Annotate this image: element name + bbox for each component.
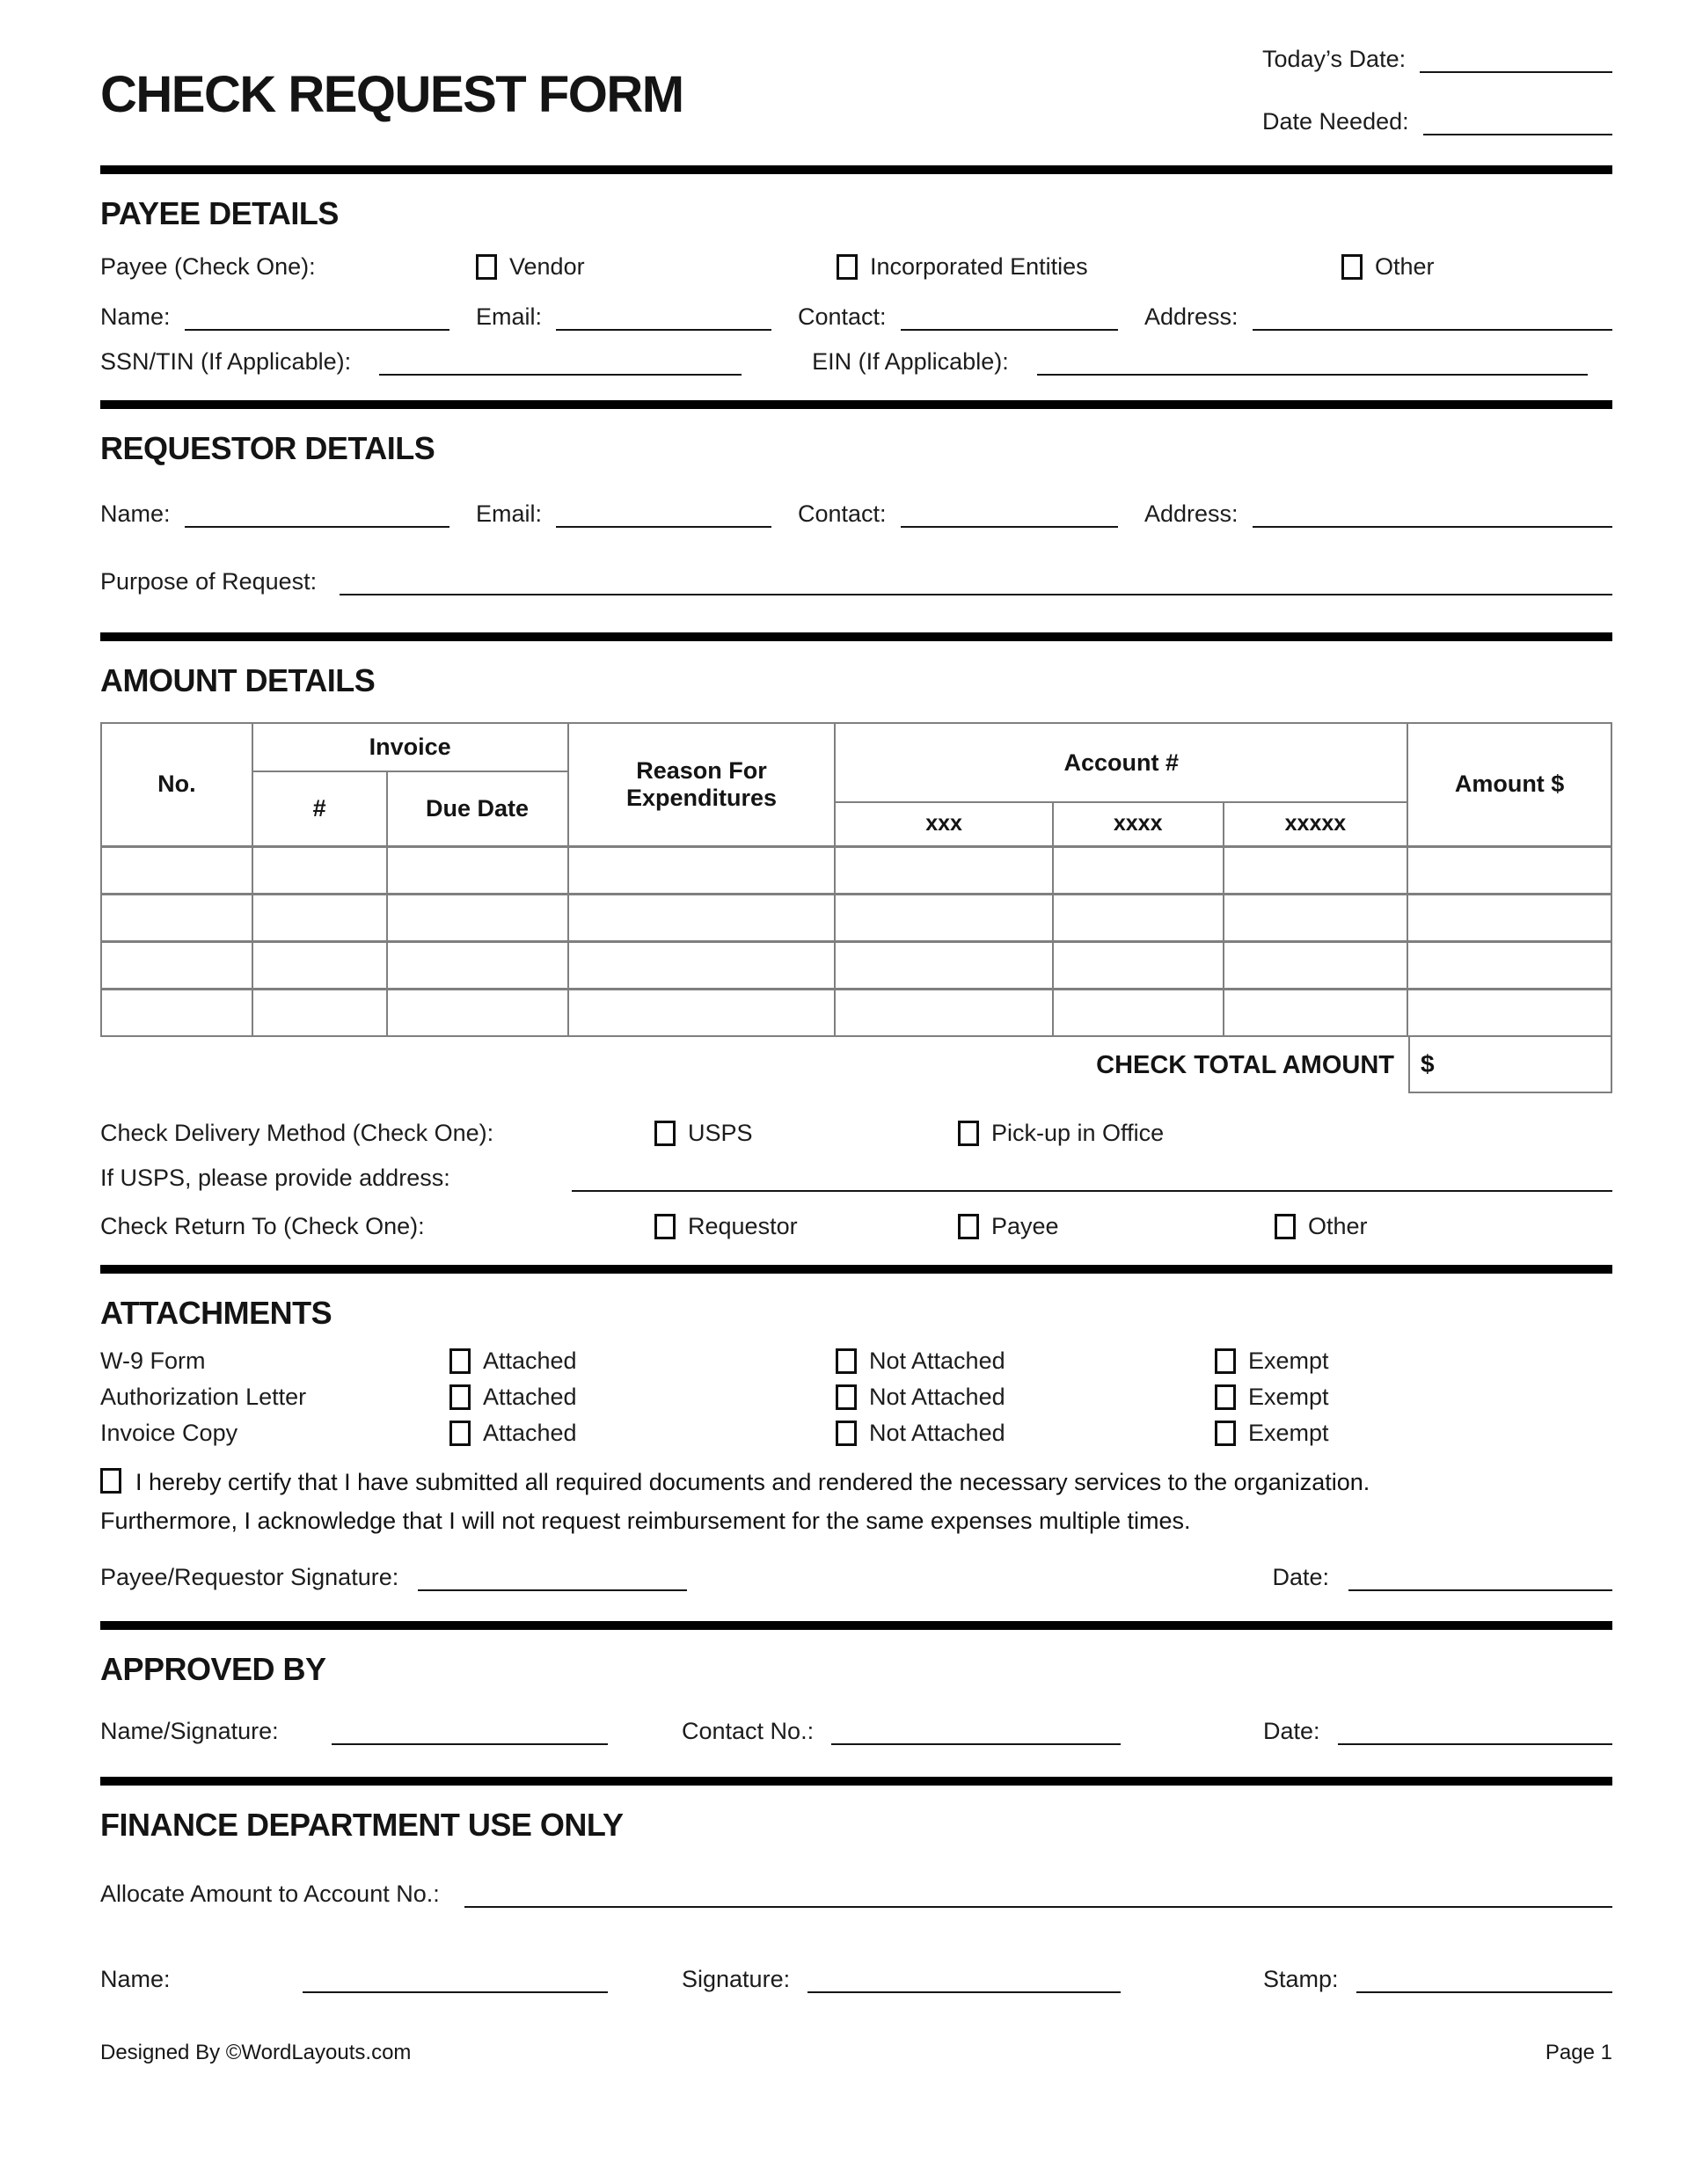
allocate-amount-field[interactable] (464, 1881, 1612, 1908)
date-needed-field[interactable] (1423, 109, 1612, 135)
section-divider (100, 165, 1612, 174)
auth-not-attached-checkbox[interactable] (836, 1384, 857, 1410)
amount-table-cell[interactable] (101, 846, 252, 894)
payee-section-heading: PAYEE DETAILS (100, 195, 339, 231)
amount-table-cell[interactable] (568, 989, 836, 1036)
payee-tax-row (100, 348, 1612, 376)
approved-name-signature-field[interactable] (332, 1719, 608, 1745)
usps-checkbox[interactable] (654, 1121, 676, 1146)
w9-attached-checkbox[interactable] (449, 1348, 471, 1374)
invoice-exempt-checkbox[interactable] (1215, 1421, 1236, 1446)
invoice-attached-checkbox[interactable] (449, 1421, 471, 1446)
pickup-in-office-label: Pick-up in Office (991, 1120, 1165, 1146)
payee-vendor-label: Vendor (509, 253, 585, 280)
payee-contact-label: Contact: (798, 303, 887, 330)
certification-text-line1: I hereby certify that I have submitted all required documents and rendered the necessary services to the organization. (135, 1469, 1370, 1495)
check-return-row (100, 1213, 1612, 1240)
payee-incorporated-entities-label: Incorporated Entities (870, 253, 1088, 280)
section-divider (100, 1777, 1612, 1786)
return-other-label: Other (1308, 1213, 1368, 1239)
invoice-attached-label: Attached (483, 1420, 577, 1446)
amount-table-cell[interactable] (1053, 894, 1224, 941)
finance-signature-field[interactable] (807, 1967, 1121, 1993)
amount-table-cell[interactable] (568, 846, 836, 894)
ein-label: EIN (If Applicable): (812, 348, 1009, 375)
return-requestor-label: Requestor (688, 1213, 798, 1239)
col-header-account-xxx: xxx (835, 802, 1052, 846)
page-number: Page 1 (1545, 2040, 1612, 2064)
approved-contact-no-label: Contact No.: (682, 1717, 815, 1744)
amount-table-cell[interactable] (1407, 989, 1611, 1036)
amount-table-cell[interactable] (101, 989, 252, 1036)
amount-table-row (101, 989, 1611, 1036)
check-return-label: Check Return To (Check One): (100, 1213, 425, 1239)
amount-table-row (101, 894, 1611, 941)
amount-table-cell[interactable] (387, 894, 568, 941)
amount-table-cell[interactable] (1224, 894, 1407, 941)
w9-exempt-checkbox[interactable] (1215, 1348, 1236, 1374)
auth-attached-label: Attached (483, 1384, 577, 1410)
date-needed-label: Date Needed: (1262, 108, 1409, 135)
amount-table-cell[interactable] (835, 941, 1052, 989)
payee-other-checkbox[interactable] (1341, 254, 1363, 280)
payee-fields-row (100, 303, 1612, 331)
col-header-reason: Reason For Expenditures (568, 723, 836, 846)
finance-signature-label: Signature: (682, 1965, 791, 1992)
check-total-row (100, 1037, 1612, 1093)
page-footer (100, 2041, 1612, 2065)
usps-address-row (100, 1165, 1612, 1192)
payee-name-label: Name: (100, 303, 171, 330)
approved-section-heading: APPROVED BY (100, 1650, 326, 1687)
amount-table-row (101, 941, 1611, 989)
col-header-due-date: Due Date (387, 771, 568, 846)
w9-form-label: W-9 Form (100, 1348, 206, 1374)
requestor-name-field[interactable] (185, 501, 449, 528)
finance-name-label: Name: (100, 1965, 171, 1992)
w9-exempt-label: Exempt (1248, 1348, 1329, 1374)
amount-table-cell[interactable] (1224, 989, 1407, 1036)
approved-date-field[interactable] (1338, 1719, 1612, 1745)
approved-date-label: Date: (1263, 1717, 1320, 1744)
purpose-row (100, 568, 1612, 595)
requestor-fields-row (100, 500, 1612, 528)
approved-name-signature-label: Name/Signature: (100, 1717, 279, 1744)
payee-email-label: Email: (476, 303, 543, 330)
w9-not-attached-checkbox[interactable] (836, 1348, 857, 1374)
authorization-letter-row (100, 1384, 1612, 1411)
requestor-contact-field[interactable] (901, 501, 1118, 528)
certification-text-line2: Furthermore, I acknowledge that I will not request reimbursement for the same expenses multiple times. (100, 1508, 1191, 1535)
purpose-field[interactable] (340, 569, 1612, 595)
amount-table-cell[interactable] (1053, 989, 1224, 1036)
pickup-in-office-checkbox[interactable] (958, 1121, 979, 1146)
usps-address-field[interactable] (572, 1165, 1612, 1192)
finance-section-heading: FINANCE DEPARTMENT USE ONLY (100, 1806, 624, 1843)
signature-row (100, 1564, 1612, 1591)
auth-exempt-checkbox[interactable] (1215, 1384, 1236, 1410)
requestor-email-label: Email: (476, 500, 543, 527)
col-header-invoice-number: # (252, 771, 387, 846)
header (100, 42, 1612, 135)
check-total-amount-field[interactable] (1408, 1037, 1612, 1093)
w9-form-row (100, 1348, 1612, 1375)
ein-field[interactable] (1037, 349, 1588, 376)
amount-table-cell[interactable] (1407, 846, 1611, 894)
requestor-address-field[interactable] (1253, 501, 1612, 528)
amount-table-cell[interactable] (835, 894, 1052, 941)
amount-table-cell[interactable] (387, 941, 568, 989)
ssn-tin-label: SSN/TIN (If Applicable): (100, 348, 352, 375)
requestor-name-label: Name: (100, 500, 171, 527)
amount-table-row (101, 846, 1611, 894)
return-requestor-checkbox[interactable] (654, 1214, 676, 1239)
amount-table-cell[interactable] (1053, 846, 1224, 894)
requestor-section-heading: REQUESTOR DETAILS (100, 430, 435, 466)
auth-attached-checkbox[interactable] (449, 1384, 471, 1410)
amount-table-cell[interactable] (1053, 941, 1224, 989)
requestor-address-label: Address: (1144, 500, 1239, 527)
payee-contact-field[interactable] (901, 304, 1118, 331)
amount-table-cell[interactable] (1224, 941, 1407, 989)
w9-not-attached-label: Not Attached (869, 1348, 1005, 1374)
todays-date-label: Today’s Date: (1262, 46, 1407, 72)
attachments-section-heading: ATTACHMENTS (100, 1295, 332, 1331)
invoice-exempt-label: Exempt (1248, 1420, 1329, 1446)
allocate-amount-row (100, 1881, 1612, 1908)
signature-date-field[interactable] (1348, 1565, 1612, 1591)
delivery-method-row (100, 1120, 1612, 1147)
amount-section-heading: AMOUNT DETAILS (100, 662, 376, 698)
finance-name-field[interactable] (303, 1967, 608, 1993)
payee-address-field[interactable] (1253, 304, 1612, 331)
requestor-email-field[interactable] (556, 501, 771, 528)
designer-credit: Designed By ©WordLayouts.com (100, 2040, 412, 2064)
col-header-amount: Amount $ (1407, 723, 1611, 846)
ssn-tin-field[interactable] (379, 349, 742, 376)
return-other-checkbox[interactable] (1275, 1214, 1296, 1239)
payee-requestor-signature-field[interactable] (418, 1565, 687, 1591)
payee-name-field[interactable] (185, 304, 449, 331)
header-dates (1262, 46, 1612, 135)
amount-table-cell[interactable] (1407, 941, 1611, 989)
payee-check-one-label: Payee (Check One): (100, 253, 316, 280)
amount-table-cell[interactable] (252, 846, 387, 894)
section-divider (100, 1265, 1612, 1274)
payee-address-label: Address: (1144, 303, 1239, 330)
amount-table-cell[interactable] (101, 941, 252, 989)
certification-checkbox[interactable] (100, 1468, 121, 1494)
auth-not-attached-label: Not Attached (869, 1384, 1005, 1410)
certification-row (100, 1466, 1612, 1498)
amount-table-cell[interactable] (387, 989, 568, 1036)
payee-requestor-signature-label: Payee/Requestor Signature: (100, 1563, 399, 1590)
amount-table-cell[interactable] (252, 941, 387, 989)
usps-address-label: If USPS, please provide address: (100, 1165, 450, 1191)
amount-table-cell[interactable] (568, 941, 836, 989)
finance-stamp-label: Stamp: (1263, 1965, 1339, 1992)
check-total-label: CHECK TOTAL AMOUNT (1096, 1050, 1394, 1079)
invoice-copy-label: Invoice Copy (100, 1420, 238, 1446)
purpose-label: Purpose of Request: (100, 568, 318, 595)
return-payee-checkbox[interactable] (958, 1214, 979, 1239)
requestor-contact-label: Contact: (798, 500, 887, 527)
amount-details-table (100, 722, 1612, 1037)
finance-stamp-field[interactable] (1356, 1967, 1612, 1993)
invoice-not-attached-checkbox[interactable] (836, 1421, 857, 1446)
section-divider (100, 632, 1612, 641)
section-divider (100, 400, 1612, 409)
payee-vendor-checkbox[interactable] (476, 254, 497, 280)
currency-symbol: $ (1421, 1050, 1435, 1077)
amount-table-cell[interactable] (1224, 846, 1407, 894)
col-header-no: No. (101, 723, 252, 846)
authorization-letter-label: Authorization Letter (100, 1384, 307, 1410)
invoice-copy-row (100, 1420, 1612, 1447)
col-header-account-xxxx: xxxx (1053, 802, 1224, 846)
amount-table-cell[interactable] (835, 846, 1052, 894)
page-title: CHECK REQUEST FORM (100, 66, 683, 123)
section-divider (100, 1621, 1612, 1630)
invoice-not-attached-label: Not Attached (869, 1420, 1005, 1446)
col-header-invoice: Invoice (252, 723, 568, 771)
payee-incorporated-entities-checkbox[interactable] (837, 254, 858, 280)
todays-date-field[interactable] (1420, 47, 1612, 73)
amount-table-cell[interactable] (252, 894, 387, 941)
delivery-method-label: Check Delivery Method (Check One): (100, 1120, 494, 1146)
amount-table-cell[interactable] (835, 989, 1052, 1036)
col-header-account-xxxxx: xxxxx (1224, 802, 1407, 846)
amount-table-cell[interactable] (101, 894, 252, 941)
auth-exempt-label: Exempt (1248, 1384, 1329, 1410)
finance-signoff-row (100, 1966, 1612, 1993)
allocate-amount-label: Allocate Amount to Account No.: (100, 1880, 440, 1907)
amount-table-cell[interactable] (568, 894, 836, 941)
col-header-account: Account # (835, 723, 1407, 802)
signature-date-label: Date: (1272, 1563, 1329, 1590)
amount-table-cell[interactable] (1407, 894, 1611, 941)
usps-label: USPS (688, 1120, 753, 1146)
approved-by-row (100, 1718, 1612, 1745)
return-payee-label: Payee (991, 1213, 1059, 1239)
amount-table-cell[interactable] (387, 846, 568, 894)
payee-other-label: Other (1375, 253, 1435, 280)
payee-email-field[interactable] (556, 304, 771, 331)
approved-contact-no-field[interactable] (831, 1719, 1121, 1745)
w9-attached-label: Attached (483, 1348, 577, 1374)
amount-table-cell[interactable] (252, 989, 387, 1036)
payee-check-one-row (100, 253, 1612, 281)
